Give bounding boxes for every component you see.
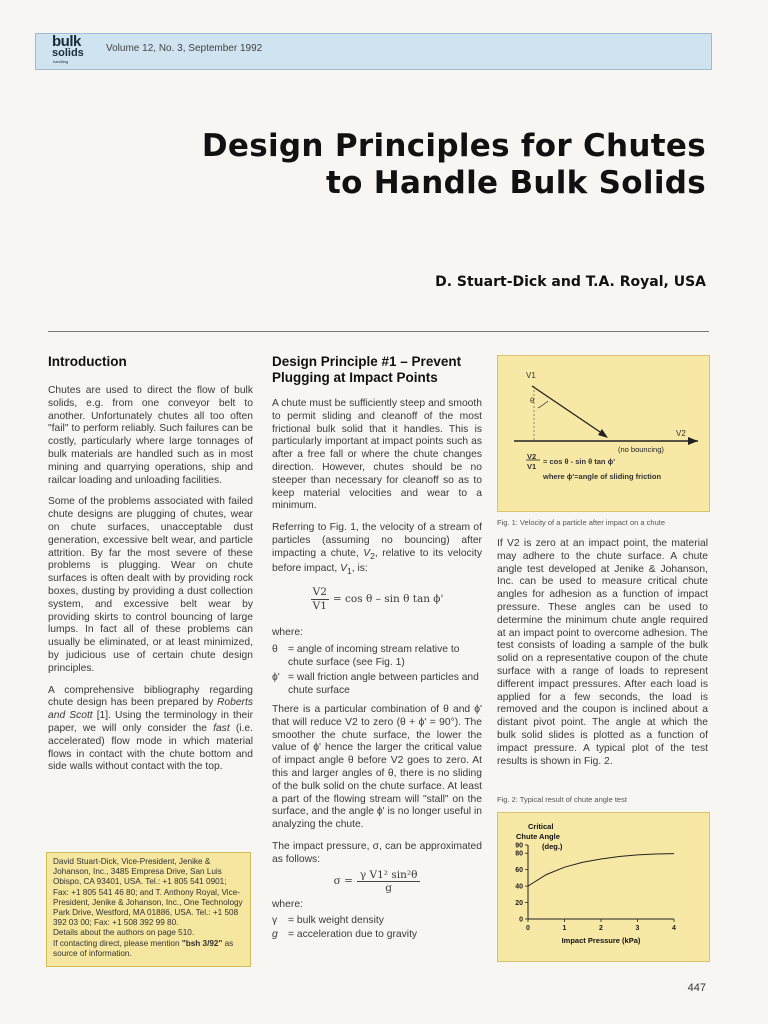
fast-term: fast [213, 722, 230, 734]
logo-line1: bulk [52, 33, 81, 50]
impact-pressure-equation [272, 869, 482, 896]
intro-heading: Introduction [48, 354, 127, 369]
chart-xtick-label: 2 [599, 925, 603, 932]
definition-gamma: γ = bulk weight density [272, 914, 384, 926]
chart-ytick-label: 40 [515, 883, 523, 891]
article-authors: D. Stuart-Dick and T.A. Royal, USA [435, 274, 706, 290]
chart-ytick-label: 20 [515, 900, 523, 908]
chart-ytick-label: 80 [515, 850, 523, 858]
principle-column [272, 354, 482, 945]
where-label-2: where: [272, 899, 303, 911]
logo-line3: handling [53, 59, 69, 64]
fig1-label-theta: θ [530, 396, 535, 405]
fig1-eq-numerator: V2 [527, 452, 537, 461]
figure-1 [497, 355, 710, 512]
intro-column [48, 354, 253, 783]
chart-xlabel: Impact Pressure (kPa) [561, 936, 641, 945]
fig1-label-v2: V2 [676, 429, 686, 438]
eq2-lhs: σ = [333, 875, 353, 888]
eq2-denominator: g [385, 882, 393, 895]
journal-logo [48, 35, 98, 65]
article-title [202, 128, 706, 202]
title-divider [48, 331, 709, 332]
definition-phi: ϕ' = wall friction angle between particles and chute surface [272, 672, 479, 697]
logo-line2: solids [52, 47, 84, 59]
figure-1-caption: Fig. 1: Velocity of a particle after impact on a chute [497, 518, 666, 527]
figure-2 [497, 812, 710, 962]
chart-ytick-label: 60 [515, 867, 523, 875]
fig1-eq-rhs: = cos θ - sin θ tan ϕ' [543, 457, 615, 466]
eq2-numerator: γ V1² sin²θ [357, 869, 420, 883]
incoming-velocity-line [532, 386, 606, 436]
theta-arc [538, 401, 548, 408]
chart-ytick-label: 0 [519, 916, 523, 924]
figure-2-chart [498, 813, 709, 961]
author-affiliations: David Stuart-Dick, Vice-President, Jenike & Johanson, Inc., 3485 Empresa Drive, San Luis Obispo, CA 93401, USA. Tel.: +1 805 541 0901; Fax: +1 805 541 46 80; and T. Anthony Royal, Vice-President, Jenike & Johanson, Inc., One Technology Park Drive, Westford, MA 01886, USA. Tel.: +1 508 392 03 00; Fax: +1 508 392 99 80. [53, 857, 243, 928]
eq1-rhs: = cos θ – sin θ tan ϕ' [332, 593, 444, 606]
author-info-box [46, 852, 251, 967]
fig1-eq-where: where ϕ'=angle of sliding friction [543, 472, 662, 481]
principle-heading: Design Principle #1 – Prevent Plugging at Impact Points [272, 354, 462, 385]
volume-info: Volume 12, No. 3, September 1992 [106, 43, 263, 54]
fig1-no-bouncing: (no bouncing) [618, 445, 664, 454]
chart-xtick-label: 0 [526, 925, 530, 932]
chart-xtick-label: 4 [672, 925, 676, 932]
right-paragraph-1: If V2 is zero at an impact point, the material may adhere to the chute surface. A chute angle test developed at Jenike & Johanson, Inc. can be used to measure critical chute angles for adhesion as a function of impact pressure. These angles can be used to determine the minimum chute angle required at an impact point to overcome adhesion. The test consists of loading a sample of the bulk solid on a representative coupon of the chute surface with a range of loads to represent different impact pressures. After each load is applied for a few seconds, the load is removed and the coupon is inclined about a distant pivot point. The angle at which the bulk solid slides is plotted as a function of impact pressure. A typical plot of the test results is shown in Fig. 2. [497, 538, 708, 767]
definition-theta: θ = angle of incoming stream relative to chute surface (see Fig. 1) [272, 643, 460, 668]
chart-series-line-0 [528, 854, 674, 886]
author-details-note: Details about the authors on page 510. [53, 928, 195, 938]
definition-g: g = acceleration due to gravity [272, 928, 418, 940]
contact-note: If contacting direct, please mention "bsh 3/92" as source of information. [53, 938, 234, 958]
principle-paragraph-3: There is a particular combination of θ and ϕ' that will reduce V2 to zero (θ + ϕ' = 90°). The smoother the chute surface, the lower the value of ϕ' hence the larger the critical value of impact angle θ before V2 goes to zero. At this and larger angles of θ, there is no sliding of the bulk solid on the chute surface. At least a part of the flowing stream will "stall" on the surface, and the angle ϕ' is no longer useful in analyzing the chute. [272, 704, 482, 831]
chart-ylabel-line1: Critical [528, 822, 554, 831]
title-line1: Design Principles for Chutes [201, 128, 706, 164]
principle-paragraph-2: Referring to Fig. 1, the velocity of a stream of particles (assuming no bouncing) after impacting a chute, $V_2$, relative to its velocity before impact, $V_1$, is: [272, 522, 482, 576]
right-column [497, 538, 708, 777]
fig1-eq-denominator: V1 [527, 462, 537, 471]
page-number: 447 [687, 982, 706, 994]
intro-paragraph-2: Some of the problems associated with failed chute designs are plugging of chutes, wear on chute surfaces, unacceptable dust generation, excessive belt wear, and particle attrition. By far the most severe of these problems is plugging. Wear on chute surfaces is often dealt with by providing rock boxes, dusting by providing a dust collection system, and excessive belt wear by providing skirts to control bouncing of large lumps. In fact all of these problems can usually be eliminated, or at least minimized, by judicious use of certain chute design principles. [48, 496, 253, 674]
chart-xtick-label: 1 [562, 925, 567, 932]
chart-ytick-label: 90 [515, 842, 523, 850]
intro-paragraph-1: Chutes are used to direct the flow of bulk solids, e.g. from one conveyor belt to another. Unfortunately chutes all too often "fail" to perform reliably. Such failures can be costly, particularly where large tonnages of bulk materials are handled such as in most mining and quarrying operations, ship and railcar loading and unloading facilities. [48, 385, 253, 486]
source-code: "bsh 3/92" [181, 938, 223, 948]
title-line2: to Handle Bulk Solids [325, 165, 706, 201]
intro-paragraph-3: A comprehensive bibliography regarding chute design has been prepared by Roberts and Scott [1]. Using the terminology in their paper, we will only consider the fast (i.e. accelerated) flow mode in which material flows in contact with the chute bottom and side walls without contact with the top. [48, 684, 253, 773]
principle-paragraph-1: A chute must be sufficiently steep and smooth to permit sliding and cleanoff of the most frictional bulk solid that it handles. This is particularly important at impact points such as after a free fall or where the chute changes direction. However, chutes should be no steeper than necessary for cleanoff so as to keep material velocities and wear to a minimum. [272, 398, 482, 512]
velocity-equation [272, 586, 482, 613]
eq1-numerator: V2 [312, 586, 327, 599]
chart-xtick-label: 3 [635, 925, 640, 932]
incoming-arrowhead [598, 429, 608, 438]
chart-ylabel-unit: (deg.) [542, 842, 563, 851]
eq1-denominator: V1 [312, 600, 327, 613]
fig1-label-v1: V1 [526, 371, 536, 380]
outgoing-arrowhead [688, 437, 698, 445]
citation: Roberts and Scott [48, 697, 253, 722]
chart-ylabel-line2: Chute Angle [516, 832, 560, 841]
principle-paragraph-4: The impact pressure, σ, can be approximated as follows: [272, 841, 482, 865]
where-label-1: where: [272, 627, 303, 639]
figure-2-caption: Fig. 2: Typical result of chute angle test [497, 795, 627, 804]
